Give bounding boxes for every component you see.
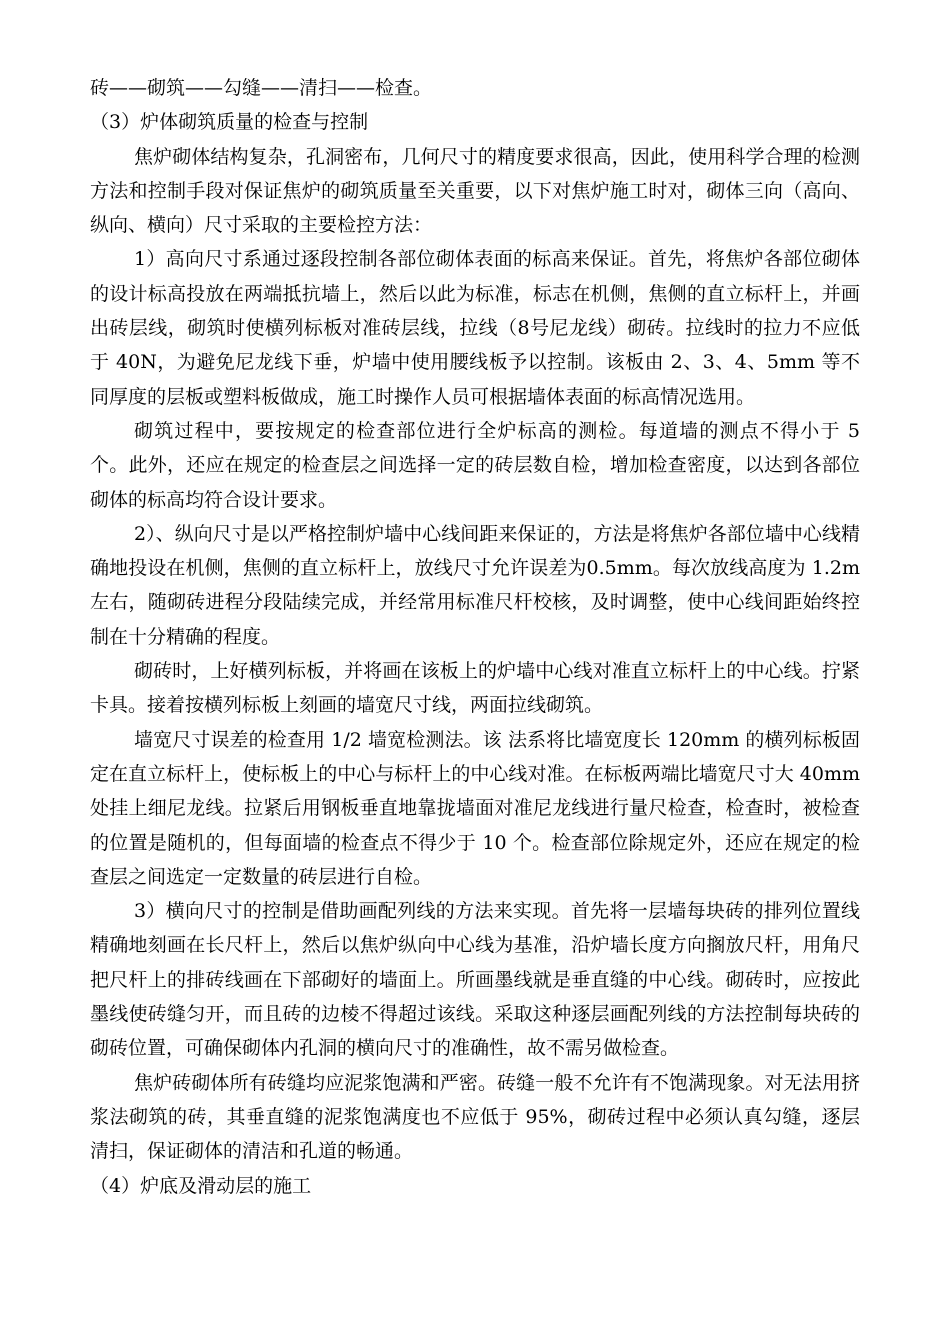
paragraph-continuation: 砖——砌筑——勾缝——清扫——检查。 xyxy=(90,77,433,99)
document-body xyxy=(90,71,860,1203)
paragraph-intro: 焦炉砌体结构复杂，孔洞密布，几何尺寸的精度要求很高，因此，使用科学合理的检测方法和控制手段对保证焦炉的砌筑质量至关重要，以下对焦炉施工时对，砌体三向（高向、纵向、横向）尺寸采取的主要检控方法： xyxy=(90,145,860,237)
paragraph-transverse-dimension: 3）横向尺寸的控制是借助画配列线的方法来实现。首先将一层墙每块砖的排列位置线精确地刻画在长尺杆上，然后以焦炉纵向中心线为基准，沿炉墙长度方向搁放尺杆，用角尺把尺杆上的排砖线画在下部砌好的墙面上。所画墨线就是垂直缝的中心线。砌砖时，应按此墨线使砖缝匀开，而且砖的边棱不得超过该线。采取这种逐层画配列线的方法控制每块砖的砌砖位置，可确保砌体内孔洞的横向尺寸的准确性，故不需另做检查。 xyxy=(90,900,860,1060)
paragraph-wall-width-check: 墙宽尺寸误差的检查用 1/2 墙宽检测法。该 法系将比墙宽度长 120mm 的横列标板固定在直立标杆上，使标板上的中心与标杆上的中心线对准。在标板两端比墙宽尺寸大 40mm 处挂上细尼龙线。拉紧后用钢板垂直地靠拢墙面对准尼龙线进行量尺检查，检查时，被检查的位置是随机的，但每面墙的检查点不得少于 10 个。检查部位除规定外，还应在规定的检查层之间选定一定数量的砖层进行自检。 xyxy=(90,728,860,888)
paragraph-mortar-joints: 焦炉砖砌体所有砖缝均应泥浆饱满和严密。砖缝一般不允许有不饱满现象。对无法用挤浆法砌筑的砖，其垂直缝的泥浆饱满度也不应低于 95%，砌砖过程中必须认真勾缝，逐层清扫，保证砌体的清洁和孔道的畅通。 xyxy=(90,1071,860,1163)
paragraph-longitudinal-dimension: 2）、纵向尺寸是以严格控制炉墙中心线间距来保证的，方法是将焦炉各部位墙中心线精确地投设在机侧，焦侧的直立标杆上，放线尺寸允许误差为0.5mm。每次放线高度为 1.2m 左右，随砌砖进程分段陆续完成，并经常用标准尺杆校核，及时调整，使中心线间距始终控制在十分精确的程度。 xyxy=(90,522,860,648)
section-heading-4: （4）炉底及滑动层的施工 xyxy=(90,1174,312,1197)
paragraph-vertical-dimension: 1）高向尺寸系通过逐段控制各部位砌体表面的标高来保证。首先，将焦炉各部位砌体的设计标高投放在两端抵抗墙上，然后以此为标准，标志在机侧，焦侧的直立标杆上，并画出砖层线，砌筑时使横列标板对准砖层线，拉线（8号尼龙线）砌砖。拉线时的拉力不应低于 40N，为避免尼龙线下垂，炉墙中使用腰线板予以控制。该板由 2、3、4、5mm 等不同厚度的层板或塑料板做成，施工时操作人员可根据墙体表面的标高情况选用。 xyxy=(90,248,860,408)
paragraph-bricklaying: 砌砖时，上好横列标板，并将画在该板上的炉墙中心线对准直立标杆上的中心线。拧紧卡具。接着按横列标板上刻画的墙宽尺寸线，两面拉线砌筑。 xyxy=(90,660,860,717)
section-heading-3: （3）炉体砌筑质量的检查与控制 xyxy=(90,111,369,134)
paragraph-elevation-check: 砌筑过程中，要按规定的检查部位进行全炉标高的测检。每道墙的测点不得小于 5 个。此外，还应在规定的检查层之间选择一定的砖层数自检，增加检查密度，以达到各部位砌体的标高均符合设计要求。 xyxy=(90,419,860,511)
